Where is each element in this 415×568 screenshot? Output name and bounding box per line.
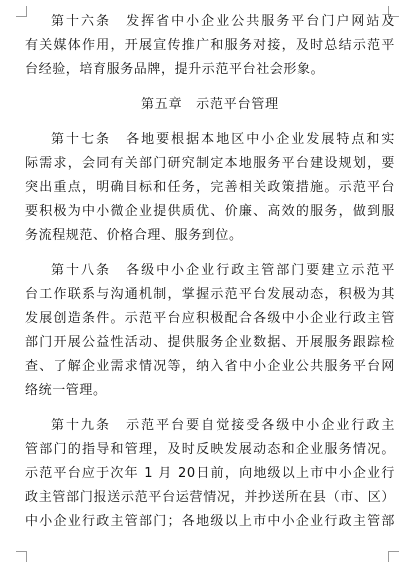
text-line: 政主管部门报送示范平台运营情况，并抄送所在县（市、区） [25, 490, 395, 505]
text-line: 示范平台应于次年 1 月 20日前，向地级以上市中小企业行 [25, 466, 395, 481]
text-line: 部门开展公益性活动、提供服务企业数据、开展服务跟踪检 [25, 335, 395, 350]
text-line: 务流程规范、价格合理、服务到位。 [25, 228, 243, 243]
text-line: 第十六条 发挥省中小企业公共服务平台门户网站及 [51, 14, 395, 29]
text-line: 台经验，培育服务品牌，提升示范平台社会形象。 [25, 62, 325, 77]
page-corner-mark [388, 551, 399, 562]
text-line: 第十八条 各级中小企业行政主管部门要建立示范平 [51, 263, 395, 278]
text-line: 有关媒体作用，开展宣传推广和服务对接，及时总结示范平 [25, 38, 395, 53]
chapter-heading: 第五章 示范平台管理 [140, 97, 279, 112]
paragraph-gap [25, 117, 395, 128]
text-line: 发展创造条件。示范平台应积极配合各级中小企业行政主管 [25, 311, 395, 326]
text-line: 络统一管理。 [25, 383, 107, 398]
text-line: 际需求，会同有关部门研究制定本地服务平台建设规划，要 [25, 156, 395, 171]
text-line: 中小企业行政主管部门；各地级以上市中小企业行政主管部 [25, 514, 395, 529]
article-19 [25, 414, 395, 534]
article-16 [25, 10, 395, 82]
text-line: 查、了解企业需求情况等，纳入省中小企业公共服务平台网 [25, 359, 395, 374]
paragraph-gap [25, 82, 395, 93]
paragraph-gap [25, 248, 395, 259]
text-line: 管部门的指导和管理，及时反映发展动态和企业服务情况。 [25, 442, 395, 457]
paragraph-gap [25, 403, 395, 414]
article-18 [25, 259, 395, 403]
document-body [25, 10, 395, 534]
page-corner-mark [16, 551, 27, 562]
text-line: 突出重点，明确目标和任务，完善相关政策措施。示范平台 [25, 180, 395, 195]
text-line: 第十七条 各地要根据本地区中小企业发展特点和实 [51, 132, 395, 147]
article-17 [25, 128, 395, 248]
text-line: 第十九条 示范平台要自觉接受各级中小企业行政主 [51, 418, 395, 433]
text-line: 要积极为中小微企业提供质优、价廉、高效的服务，做到服 [25, 204, 395, 219]
text-line: 台工作联系与沟通机制，掌握示范平台发展动态，积极为其 [25, 287, 395, 302]
